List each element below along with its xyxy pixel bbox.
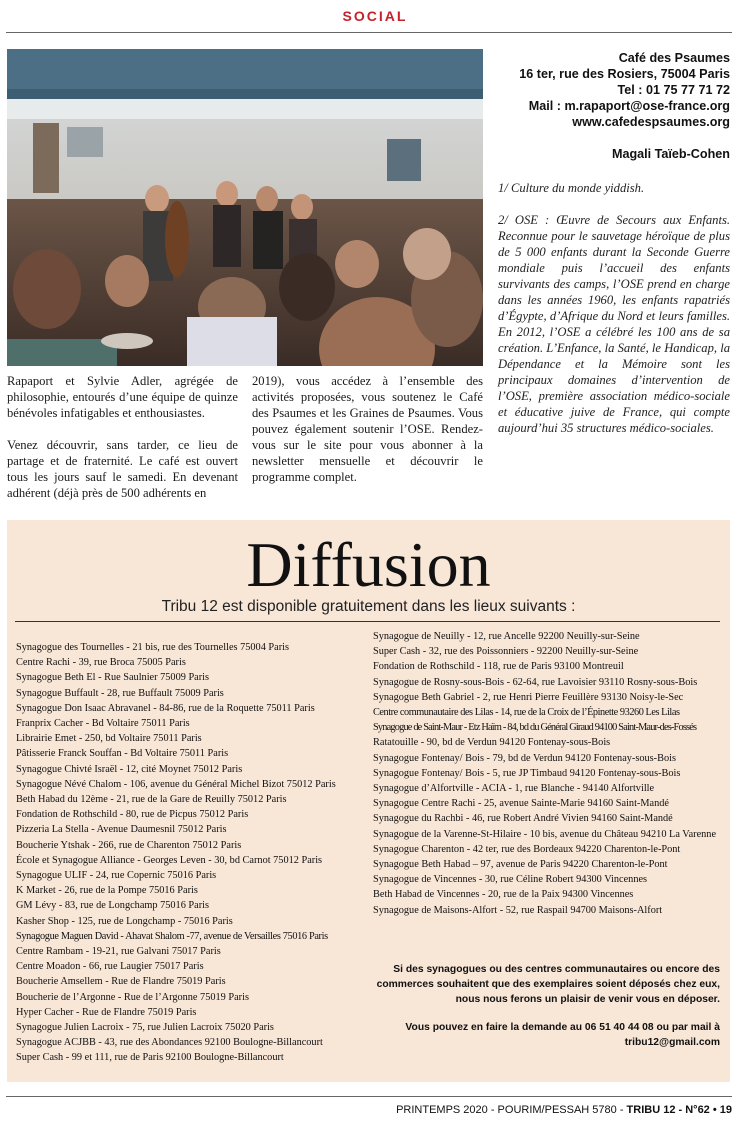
list-item: Super Cash - 99 et 111, rue de Paris 92100 Boulogne-Billancourt — [16, 1052, 284, 1064]
section-title: SOCIAL — [342, 8, 408, 24]
footnotes — [498, 180, 730, 452]
list-item: Synagogue Beth Gabriel - 2, rue Henri Pierre Feuillère 93130 Noisy-le-Sec — [373, 691, 684, 703]
list-item: Synagogue ULIF - 24, rue Copernic 75016 Paris — [16, 870, 217, 882]
locations-list-right — [373, 629, 723, 918]
list-item: Synagogue ACJBB - 43, rue des Abondances 92100 Boulogne-Billancourt — [16, 1037, 323, 1049]
contact-block — [498, 50, 730, 162]
list-item: Synagogue Buffault - 28, rue Buffault 75009 Paris — [16, 687, 224, 699]
list-item: Synagogue Fontenay/ Bois - 79, bd de Verdun 94120 Fontenay-sous-Bois — [373, 752, 676, 764]
contact-request-text: Vous pouvez en faire la demande au 06 51 40 44 08 ou par mail à tribu12@gmail.com — [405, 1022, 720, 1048]
header-divider — [6, 32, 732, 33]
page-footer — [0, 1104, 732, 1116]
list-item: K Market - 26, rue de la Pompe 75016 Paris — [16, 885, 198, 897]
author-name: Magali Taïeb-Cohen — [611, 147, 730, 161]
list-item: Synagogue des Tournelles - 21 bis, rue des Tournelles 75004 Paris — [16, 642, 290, 653]
list-item: Franprix Cacher - Bd Voltaire 75011 Paris — [16, 718, 190, 730]
list-item: Synagogue Centre Rachi - 25, avenue Sainte-Marie 94160 Saint-Mandé — [373, 798, 669, 810]
article-column-2 — [252, 373, 483, 501]
list-item: Synagogue Beth El - Rue Saulnier 75009 Paris — [16, 672, 210, 684]
list-item: Synagogue Fontenay/ Bois - 5, rue JP Timbaud 94120 Fontenay-sous-Bois — [373, 767, 681, 779]
footnote-2: 2/ OSE : Œuvre de Secours aux Enfants. Reconnue pour le sauvetage héroïque de plus de 5 000 enfants durant la Seconde Guerre mondiale puis l’accueil des enfants survivants des camps, l’OSE prend en charge dans les années 1960, les enfants rapatriés d’Égypte, d’Afrique du Nord et leurs familles. En 2012, l’OSE a célébré les 100 ans de sa création. L’Enfance, la Santé, le Handicap, la Dépendance et la Mémoire sont les principaux domaines d’intervention de l’OSE, première association médico-sociale et éducative juive de France, qui compte aujourd’hui 35 structures médico-sociales. — [498, 213, 730, 435]
list-item: Beth Habad de Vincennes - 20, rue de la Paix 94300 Vincennes — [373, 889, 634, 901]
article-paragraph: Rapaport et Sylvie Adler, agrégée de philosophie, entourés d’une équipe de quinze bénévoles infatigables et enthousiastes. — [7, 374, 238, 420]
list-item: Synagogue de Rosny-sous-Bois - 62-64, rue Lavoisier 93110 Rosny-sous-Bois — [373, 676, 698, 688]
article-paragraph: Venez découvrir, sans tarder, ce lieu de partage et de fraternité. Le café est ouvert tous les jours sauf le samedi. En devenant adhérent (déjà près de 500 adhérents en — [7, 438, 238, 500]
diffusion-subtitle: Tribu 12 est disponible gratuitement dans les lieux suivants : — [161, 598, 576, 615]
list-item: Synagogue Névé Chalom - 106, avenue du Général Michel Bizot 75012 Paris — [16, 778, 336, 790]
list-item: Synagogue de Neuilly - 12, rue Ancelle 92200 Neuilly-sur-Seine — [373, 631, 640, 642]
contact-address: 16 ter, rue des Rosiers, 75004 Paris — [519, 67, 730, 81]
article-column-1 — [7, 373, 238, 517]
list-item: Synagogue d’Alfortville - ACIA - 1, rue Blanche - 94140 Alfortville — [373, 783, 655, 795]
magazine-page: TRIBU 12 - N°62 • 19 — [626, 1104, 732, 1116]
deposit-request-text: Si des synagogues ou des centres communautaires ou encore des commerces souhaitent que des exemplaires soient déposés chez eux, nous nous ferons un plaisir de venir vous en déposer. — [376, 964, 720, 1005]
list-item: Boucherie Amsellem - Rue de Flandre 75019 Paris — [16, 976, 226, 988]
list-item: Kasher Shop - 125, rue de Longchamp - 75016 Paris — [16, 915, 233, 927]
page-header — [0, 0, 750, 36]
issue-info: PRINTEMPS 2020 - POURIM/PESSAH 5780 - — [396, 1104, 627, 1116]
list-item: École et Synagogue Alliance - Georges Leven - 30, bd Carnot 75012 Paris — [16, 854, 323, 866]
list-item: Synagogue Charenton - 42 ter, rue des Bordeaux 94220 Charenton-le-Pont — [373, 843, 681, 855]
list-item: Super Cash - 32, rue des Poissonniers - 92200 Neuilly-sur-Seine — [373, 646, 639, 658]
contact-website[interactable]: www.cafedespsaumes.org — [572, 115, 730, 129]
contact-name: Café des Psaumes — [618, 51, 730, 65]
list-item: Synagogue Julien Lacroix - 75, rue Julien Lacroix 75020 Paris — [16, 1022, 274, 1034]
diffusion-title: Diffusion — [246, 529, 491, 600]
diffusion-box — [7, 520, 730, 1082]
list-item: Centre Rachi - 39, rue Broca 75005 Paris — [16, 657, 186, 669]
list-item: Synagogue du Rachbi - 46, rue Robert André Vivien 94160 Saint-Mandé — [373, 813, 673, 825]
list-item: Fondation de Rothschild - 118, rue de Paris 93100 Montreuil — [373, 661, 624, 673]
footnote-1: 1/ Culture du monde yiddish. — [498, 181, 645, 195]
contact-mail[interactable]: Mail : m.rapaport@ose-france.org — [528, 99, 730, 113]
list-item: GM Lévy - 83, rue de Longchamp 75016 Paris — [16, 900, 210, 912]
list-item: Boucherie Ytshak - 266, rue de Charenton 75012 Paris — [16, 839, 242, 851]
concert-photo — [7, 49, 483, 366]
list-item: Boucherie de l’Argonne - Rue de l’Argonne 75019 Paris — [16, 991, 249, 1003]
locations-list-left — [16, 640, 361, 1066]
list-item: Librairie Emet - 250, bd Voltaire 75011 Paris — [16, 733, 202, 745]
list-item: Synagogue Maguen David - Ahavat Shalom -77, avenue de Versailles 75016 Paris — [16, 930, 328, 942]
list-item: Beth Habad du 12ème - 21, rue de la Gare de Reuilly 75012 Paris — [16, 794, 287, 806]
diffusion-divider — [15, 621, 720, 622]
list-item: Synagogue Chivté Israël - 12, cité Moynet 75012 Paris — [16, 763, 243, 775]
list-item: Ratatouille - 90, bd de Verdun 94120 Fontenay-sous-Bois — [373, 737, 611, 749]
list-item: Centre Moadon - 66, rue Laugier 75017 Paris — [16, 961, 204, 973]
list-item: Centre communautaire des Lilas - 14, rue de la Croix de l’Épinette 93260 Les Lilas — [373, 707, 680, 719]
list-item: Synagogue de la Varenne-St-Hilaire - 10 bis, avenue du Château 94210 La Varenne — [373, 828, 717, 840]
list-item: Synagogue Don Isaac Abravanel - 84-86, rue de la Roquette 75011 Paris — [16, 702, 315, 714]
list-item: Hyper Cacher - Rue de Flandre 75019 Paris — [16, 1006, 197, 1018]
list-item: Pâtisserie Franck Souffan - Bd Voltaire 75011 Paris — [16, 748, 229, 760]
list-item: Centre Rambam - 19-21, rue Galvani 75017 Paris — [16, 946, 221, 958]
list-item: Pizzeria La Stella - Avenue Daumesnil 75012 Paris — [16, 824, 227, 836]
list-item: Fondation de Rothschild - 80, rue de Picpus 75012 Paris — [16, 809, 249, 821]
list-item: Synagogue de Maisons-Alfort - 52, rue Raspail 94700 Maisons-Alfort — [373, 904, 663, 916]
list-item: Synagogue Beth Habad – 97, avenue de Paris 94220 Charenton-le-Pont — [373, 859, 668, 871]
list-item: Synagogue de Vincennes - 30, rue Céline Robert 94300 Vincennes — [373, 874, 648, 886]
article-paragraph: 2019), vous accédez à l’ensemble des activités proposées, vous soutenez le Café des Psaumes et les Graines de Psaumes. Vous pouvez également soutenir l’OSE. Rendez-vous sur le site pour vous abonner à la newsletter mensuelle et découvrir le programme complet. — [252, 374, 483, 484]
contact-phone[interactable]: Tel : 01 75 77 71 72 — [617, 83, 730, 97]
list-item: Synagogue de Saint-Maur - Etz Haïm - 84, bd du Général Giraud 94100 Saint-Maur-des-Fossés — [373, 722, 697, 734]
footer-divider — [6, 1096, 732, 1097]
